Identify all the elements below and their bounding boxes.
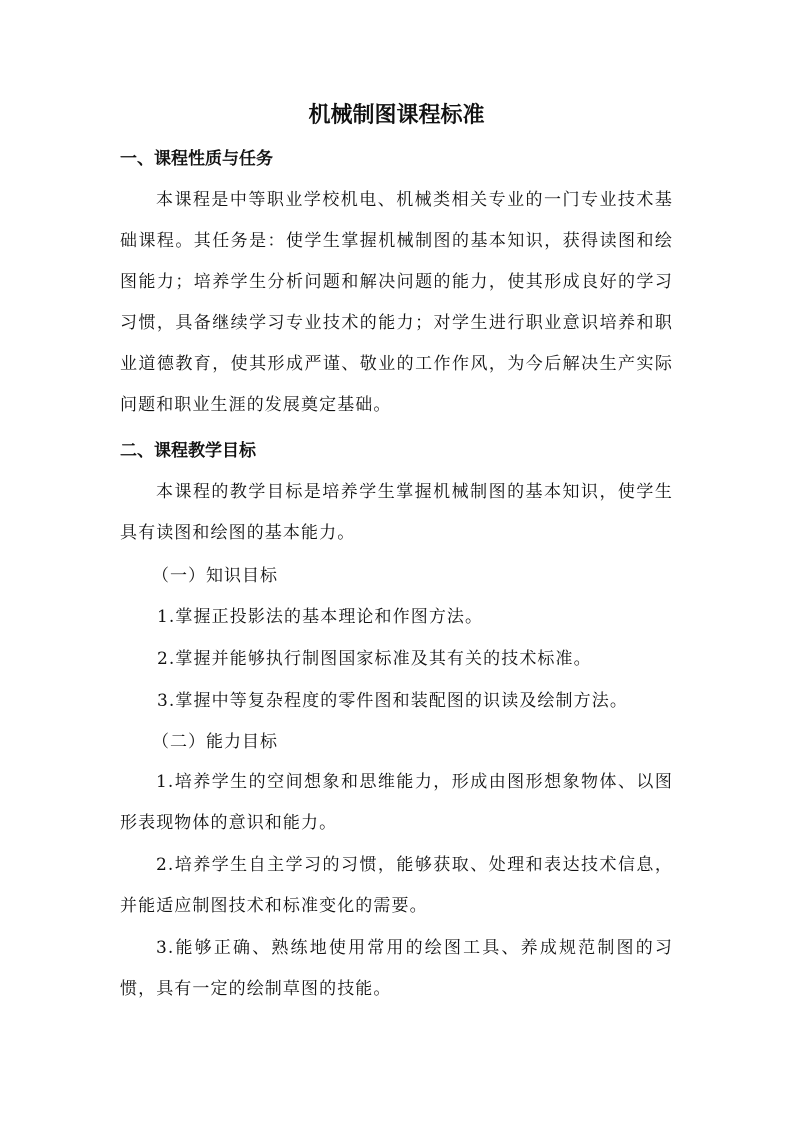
document-title: 机械制图课程标准	[308, 103, 485, 128]
knowledge-goals-heading: （一）知识目标	[152, 566, 278, 586]
knowledge-goal-item-1: 1.掌握正投影法的基本理论和作图方法。	[157, 607, 484, 627]
ability-goals-heading: （二）能力目标	[152, 732, 278, 752]
section-heading-teaching-goals: 二、课程教学目标	[120, 441, 256, 461]
section1-paragraph: 本课程是中等职业学校机电、机械类相关专业的一门专业技术基础课程。其任务是：使学生掌握机械制图的基本知识，获得读图和绘图能力；培养学生分析问题和解决问题的能力，使其形成良好的学习习惯，具备继续学习专业技术的能力；对学生进行职业意识培养和职业道德教育，使其形成严谨、敬业的工作作风，为今后解决生产实际问题和职业生涯的发展奠定基础。	[120, 190, 673, 415]
knowledge-goal-item-2: 2.掌握并能够执行制图国家标准及其有关的技术标准。	[157, 649, 592, 669]
knowledge-goal-item-3: 3.掌握中等复杂程度的零件图和装配图的识读及绘制方法。	[157, 691, 628, 711]
ability-goal-item-2: 2.培养学生自主学习的习惯，能够获取、处理和表达技术信息，并能适应制图技术和标准变化的需要。	[120, 855, 673, 916]
ability-goal-item-3: 3.能够正确、熟练地使用常用的绘图工具、养成规范制图的习惯，具有一定的绘制草图的技能。	[120, 938, 673, 999]
ability-goal-item-1: 1.培养学生的空间想象和思维能力，形成由图形想象物体、以图形表现物体的意识和能力。	[120, 772, 673, 833]
section-heading-nature-tasks: 一、课程性质与任务	[120, 149, 273, 169]
section2-paragraph: 本课程的教学目标是培养学生掌握机械制图的基本知识，使学生具有读图和绘图的基本能力。	[120, 482, 673, 543]
